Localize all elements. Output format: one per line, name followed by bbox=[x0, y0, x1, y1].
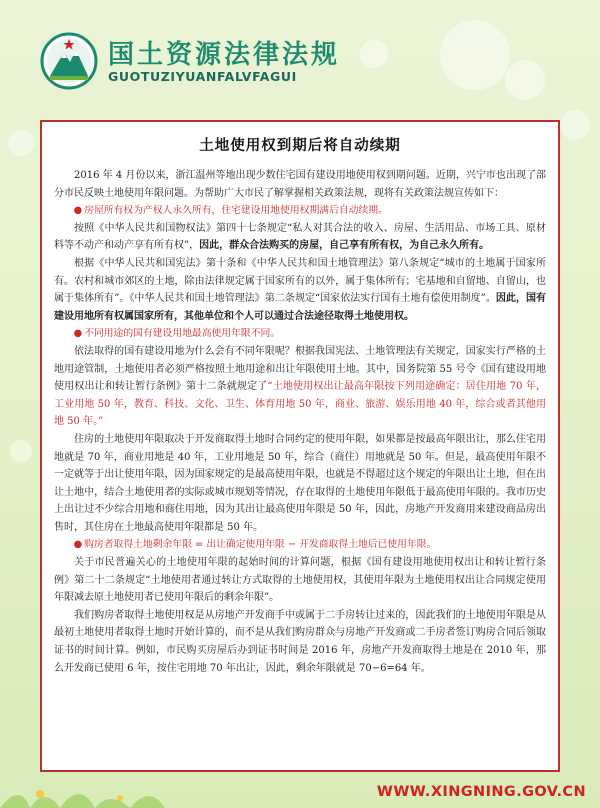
brand-title: 国土资源法律法规 bbox=[108, 40, 341, 70]
bullet-icon: ● bbox=[73, 539, 83, 551]
paragraph: 关于市民普遍关心的土地使用年限的起始时间的计算问题，根据《国有建设用地使用权出让和转让暂行条例》第二十二条规定“土地使用者通过转让方式取得的土地使用权，其使用年限为土地使用权出让合同规定使用年限减去原土地使用者已使用年限后的剩余年限”。 bbox=[54, 557, 546, 604]
paragraph: 我们购房者取得土地使用权是从房地产开发商手中或属于二手房转让过来的，因此我们的土地使用年限是从最初土地使用者取得土地时开始计算的，而不是从我们购房群众与房地产开发商或二手房者签订购房合同后领取证书的时间计算。例如，市民购买房屋后办到证书时间是 2016 年，房地产开发商取得土地是在 2010 年，那么开发商已使用 6 年，按住宅用地 70 年出让，因此，剩余年限就是 70−6=64 年。 bbox=[54, 609, 546, 674]
mountain-logo-icon bbox=[40, 32, 98, 90]
footer bbox=[0, 772, 600, 808]
intro-paragraph: 2016 年 4 月份以来，浙江温州等地出现少数住宅国有建设用地使用权到期问题。近期，兴宁市也出现了部分市民反映土地使用年限问题。为帮助广大市民了解掌握相关政策法规，现将有关政策法规宣传如下： bbox=[54, 170, 546, 199]
website-url[interactable]: WWW.XINGNING.GOV.CN bbox=[376, 784, 586, 800]
brand-pinyin: GUOTUZIYUANFALVFAGUI bbox=[108, 69, 297, 84]
paragraph: 住房的土地使用年限取决于开发商取得土地时合同约定的使用年限，如果都是按最高年限出让，那么住宅用地就是 70 年，商业用地是 40 年，工业用地是 50 年，综合（商住）用地就是 50 年。但是，最高使用年限不一定就等于出让使用年限，因为国家规定的是最高使用年限，也就是不得超过这个规定的年限出让土地，但在出让土地中，结合土地使用者的实际或城市规划等情况，存在取得的土地使用年限低于最高使用年限的。我市历史上出让过不少综合用地和商住用地，因为其出让最高使用年限是 50 年，因此，房地产开发商用来建设商品房出售时，其住房在土地最高使用年限都是 50 年。 bbox=[54, 433, 546, 533]
document-card bbox=[40, 120, 560, 772]
paragraph: 依法取得的国有建设用地为什么会有不同年限呢？根据我国宪法、土地管理法有关规定，国家实行严格的土地用途管制，土地使用者必须严格按照土地用途和出让年限使用土地。其中，国务院第 55 号令《国有建设用地使用权出让和转让暂行条例》第十二条就规定了“土地使用权出让最高年限按下列用途确定：居住用地 70 年，工业用地 50 年，教育、科技、文化、卫生、体育用地 50 年，商业、旅游、娱乐用地 40 年，综合或者其他用地 50 年。” bbox=[54, 345, 547, 428]
brand-header bbox=[40, 32, 440, 90]
paragraph: 根据《中华人民共和国宪法》第十条和《中华人民共和国土地管理法》第八条规定“城市的土地属于国家所有。农村和城市郊区的土地，除由法律规定属于国家所有的以外，属于集体所有；宅基地和自留地、自留山，也属于集体所有”。《中华人民共和国土地管理法》第二条规定“国家依法实行国有土地有偿使用制度”。因此，国有建设用地所有权属国家所有，其他单位和个人可以通过合法途径取得土地使用权。 bbox=[54, 257, 546, 322]
section-heading: ● 购房者取得土地剩余年限 = 出让确定使用年限 − 开发商取得土地后已使用年限。 bbox=[73, 539, 437, 551]
document-title: 土地使用权到期后将自动续期 bbox=[199, 138, 401, 154]
section-heading: ● 房屋所有权为产权人永久所有，住宅建设用地使用权期满后自动续期。 bbox=[73, 205, 388, 217]
bullet-icon: ● bbox=[73, 328, 83, 340]
paragraph: 按照《中华人民共和国物权法》第四十七条规定“私人对其合法的收入、房屋、生活用品、市场工具、原材料等不动产和动产享有所有权”，因此，群众合法购买的房屋，自己享有所有权，为自己永久所有。 bbox=[54, 222, 546, 252]
bullet-icon: ● bbox=[73, 205, 83, 217]
section-heading: ● 不同用途的国有建设用地最高使用年限不同。 bbox=[73, 328, 281, 340]
